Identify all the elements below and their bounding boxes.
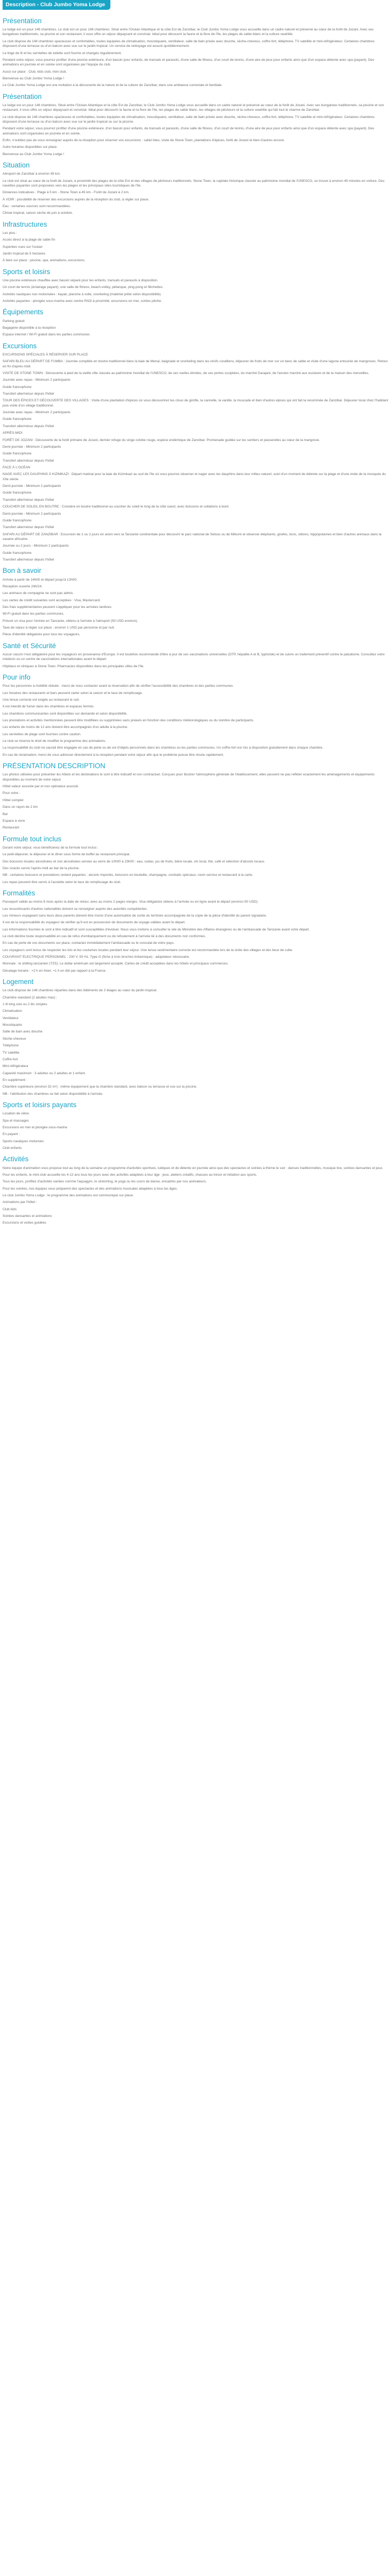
paragraph: Les voyageurs sont tenus de respecter les lois et les coutumes locales pendant leur séjour. Une tenue vestimentaire correcte est recommandée lors de la visite des villages et des lieux de culte. xyxy=(3,948,293,952)
paragraph: Transfert aller/retour depuis l'hôtel xyxy=(3,558,54,562)
paragraph: Superbes vues sur l'océan xyxy=(3,245,43,249)
paragraph: Pour les soirées, nos équipes vous préparent des spectacles et des animations musicales adaptées à tous les âges. xyxy=(3,1187,178,1191)
paragraph: FACE À L'OCÉAN xyxy=(3,465,30,469)
paragraph: Un court de tennis (éclairage payant), une salle de fitness, beach-volley, pétanque, ping-pong et fléchettes. xyxy=(3,285,164,290)
paragraph: Climatisation xyxy=(3,1009,22,1013)
paragraph: Demi-journée - Minimum 2 participants xyxy=(3,512,61,516)
paragraph: NAGE AVEC LES DAUPHINS À KIZIMKAZI : Départ matinal pour la baie de Kizimkazi au sud de l'île où vous pourrez observer et nager avec les dauphins dans leur milieu naturel, suivi d'un moment de détente sur la plage et d'une visite de la mosquée du XIIe siècle. xyxy=(3,472,386,481)
paragraph: Excursions et visites guidées xyxy=(3,1221,46,1225)
paragraph: Des snacks servis l'après-midi au bar de la piscine. xyxy=(3,866,80,870)
paragraph: Salle de bain avec douche xyxy=(3,1030,43,1034)
paragraph: TOUR DES ÉPICES ET DÉCOUVERTE DES VILLAGES : Visite d'une plantation d'épices où vous découvrirez les clous de girofle, la cannelle, la vanille, la muscade et bien d'autres épices qui ont fait la renommée de Zanzibar. Déjeuner local chez l'habitant puis visite d'un village traditionnel. xyxy=(3,399,388,408)
paragraph: Guide francophone xyxy=(3,551,32,555)
paragraph: APRÈS-MIDI xyxy=(3,431,23,435)
section-title: Pour info xyxy=(3,673,31,682)
paragraph: Sports nautiques motorisés xyxy=(3,1139,44,1143)
paragraph: Taxe de séjour à régler sur place : environ 1 USD par personne et par nuit. xyxy=(3,626,115,630)
paragraph: Soirées dansantes et animations xyxy=(3,1214,52,1218)
section-description xyxy=(3,762,388,830)
paragraph: Passeport valide au moins 6 mois après la date de retour, avec au moins 2 pages vierges. Visa obligatoire obtenu à l'arrivée ou en ligne avant le départ (environ 50 USD). xyxy=(3,900,258,904)
section-sports-2 xyxy=(3,1101,388,1150)
paragraph: Monnaie : le shilling tanzanien (TZS). Le dollar américain est largement accepté. Cartes de crédit acceptées dans les hôtels et principaux commerces. xyxy=(3,962,229,966)
paragraph: Pour les enfants, le mini-club accueille les 4-12 ans tous les jours avec des activités adaptées à leur âge : jeux, ateliers créatifs, chasses au trésor et initiation aux sports. xyxy=(3,1173,257,1177)
paragraph: Transfert aller/retour depuis l'hôtel xyxy=(3,526,54,530)
paragraph: À VOIR : possibilité de réserver des excursions auprès de la réception du club, à régler sur place. xyxy=(3,197,150,201)
paragraph: Spa et massages xyxy=(3,1118,29,1123)
paragraph: Le lodge est un pour 148 chambres. Le club est un pour 148 chambres. Situé entre l'Océan Atlantique et la côte Est de Zanzibar, le Club Jumbo Yoma Lodge vous accueille dans un cadre naturel et préservé au cœur de la forêt de Jozani. Avec ses bungalows traditionnels, sa piscine et son restaurant, il vous offre un séjour dépaysant et convivial. Idéal pour découvrir la faune et la flore de l'île, les plages de sable blanc et la culture swahilie. xyxy=(3,28,374,37)
paragraph: Parking gratuit xyxy=(3,319,25,323)
paragraph: NB : l'attribution des chambres se fait selon disponibilité à l'arrivée. xyxy=(3,1092,103,1096)
section-title: Sports et loisirs xyxy=(3,267,51,276)
section-title: Excursions xyxy=(3,342,37,350)
paragraph: Bienvenue au Club Jumbo Yoma Lodge ! xyxy=(3,152,64,156)
section-activites xyxy=(3,1155,388,1225)
paragraph: Autre horaires disponibles sur place. xyxy=(3,145,58,149)
paragraph: Il est interdit de fumer dans les chambres et espaces fermés. xyxy=(3,705,95,709)
paragraph: Pendant votre séjour, vous pourrez profiter d'une piscine extérieure, d'un bassin pour enfants, de transats et parasols, d'une salle de fitness, d'un court de tennis, d'une aire de jeux pour enfants ainsi que d'un espace détente avec spa (payant). Des animations en journée et en soirée sont organisées par l'équipe du club. xyxy=(3,58,374,67)
paragraph: Des boissons locales alcoolisées et non alcoolisées servies au verre de 10h00 à 23h00 : eau, sodas, jus de fruits, bière locale, vin local, thé, café et sélection d'alcools locaux. xyxy=(3,859,265,863)
paragraph: Tous les jours, profitez d'activités variées comme l'aquagym, le stretching, le yoga ou les cours de danse, encadrés par nos animateurs. xyxy=(3,1180,207,1184)
section-presentation-2 xyxy=(3,93,388,157)
paragraph: Jardin tropical de 5 hectares xyxy=(3,252,45,256)
paragraph: Activités nautiques non motorisées : kayak, planche à voile, snorkeling (matériel prêté selon disponibilité). xyxy=(3,292,162,296)
paragraph: Les informations fournies le sont à titre indicatif et sont susceptibles d'évoluer. Nous vous invitons à consulter le site du Ministère des Affaires étrangères ou de l'ambassade de Tanzanie avant votre départ. xyxy=(3,927,310,931)
paragraph: Le club dispose de 148 chambres spacieuses et confortables, toutes équipées de climatisation, moustiquaire, ventilateur, salle de bain privée avec douche, sèche-cheveux, coffre-fort, téléphone, TV satellite et mini-réfrigérateur. Certaines chambres disposent d'une terrasse ou d'un balcon avec vue sur le jardin tropical. Un service de nettoyage est assuré quotidiennement. xyxy=(3,39,375,48)
paragraph: Journée avec repas - Minimum 2 participants xyxy=(3,411,71,415)
paragraph: Activités payantes : plongée sous-marine avec centre PADI à proximité, excursions en mer, sorties pêche. xyxy=(3,299,162,303)
paragraph: Les prestations et activités mentionnées peuvent être modifiées ou supprimées sans préavis en fonction des conditions météorologiques ou du nombre de participants. xyxy=(3,719,254,723)
paragraph: Une tenue correcte est exigée au restaurant le soir. xyxy=(3,698,80,702)
paragraph: Guide francophone xyxy=(3,385,32,389)
paragraph: En supplément : xyxy=(3,1078,27,1082)
paragraph: Espace internet / Wi-Fi gratuit dans les parties communes xyxy=(3,333,90,337)
paragraph: Pour les personnes à mobilité réduite : merci de nous contacter avant la réservation afin de vérifier l'accessibilité des chambres et des parties communes. xyxy=(3,684,234,688)
paragraph: Demi-journée - Minimum 2 participants xyxy=(3,484,61,488)
paragraph: Notre équipe d'animation vous propose tout au long de la semaine un programme d'activités sportives, ludiques et de détente en journée ainsi que des spectacles et soirées à thème le soir : danses traditionnelles, musique live, soirées dansantes et jeux. xyxy=(3,1166,383,1170)
paragraph: Enfin, n'oubliez pas de vous renseigner auprès de la réception pour réserver vos excursions : safari bleu, visite de Stone Town, plantations d'épices, forêt de Jozani et bien d'autres encore. xyxy=(3,139,285,143)
paragraph: Guide francophone xyxy=(3,417,32,421)
section-title: Équipements xyxy=(3,308,43,316)
section-title: PRÉSENTATION DESCRIPTION xyxy=(3,762,106,770)
paragraph: Location de vélos xyxy=(3,1112,29,1116)
section-pour-info xyxy=(3,673,388,757)
paragraph: SAFARI AU DÉPART DE ZANZIBAR : Excursion de 1 ou 2 jours en avion vers la Tanzanie continentale pour découvrir le parc national de Selous ou de Mikumi et observer éléphants, girafes, lions, zèbres, hippopotames et bien d'autres animaux dans la savane africaine. xyxy=(3,532,382,541)
section-title: Présentation xyxy=(3,92,42,100)
paragraph: Les ressortissants d'autres nationalités doivent se renseigner auprès des autorités compétentes. xyxy=(3,907,148,911)
paragraph: Capacité maximum : 3 adultes ou 2 adultes et 1 enfant. xyxy=(3,1071,86,1075)
section-formule xyxy=(3,835,388,885)
section-facilities xyxy=(3,221,388,263)
paragraph: Chambre standard (2 adultes max) : xyxy=(3,995,57,999)
paragraph: Eau : certaines sources sont recommandées. xyxy=(3,205,71,209)
paragraph: Une piscine extérieure chauffée avec bassin séparé pour les enfants, transats et parasols à disposition. xyxy=(3,278,158,282)
paragraph: Les enfants de moins de 12 ans doivent être accompagnés d'un adulte à la piscine. xyxy=(3,725,128,730)
paragraph: Les plus : xyxy=(3,231,18,235)
paragraph: À faire sur place : piscine, spa, animations, excursions. xyxy=(3,259,86,263)
section-title: Formalités xyxy=(3,889,36,897)
paragraph: VISITE DE STONE TOWN : Découverte à pied de la vieille ville classée au patrimoine mondial de l'UNESCO, de ses ruelles étroites, de ses portes sculptées, du marché Darajani, de l'ancien marché aux esclaves et de la maison des merveilles. xyxy=(3,371,369,375)
paragraph: Aéroport de Zanzibar à environ 45 km. xyxy=(3,172,61,176)
paragraph: Les horaires des restaurants et bars peuvent varier selon la saison et le taux de remplissage. xyxy=(3,691,143,695)
paragraph: Pièce d'identité obligatoire pour tous les voyageurs. xyxy=(3,633,80,637)
paragraph: Bienvenue au Club Jumbo Yoma Lodge ! xyxy=(3,76,64,80)
paragraph: Arrivée à partir de 14h00 et départ jusqu'à 12h00. xyxy=(3,578,77,582)
paragraph: Coffre-fort xyxy=(3,1057,18,1061)
paragraph: En cas de perte de vos documents sur place, contactez immédiatement l'ambassade ou le consulat de votre pays. xyxy=(3,941,175,945)
paragraph: Téléphone xyxy=(3,1044,19,1048)
paragraph: Accès direct à la plage de sable fin xyxy=(3,238,55,242)
section-title: Infrastructures xyxy=(3,220,47,228)
paragraph: EXCURSIONS SPÉCIALES À RÉSERVER SUR PLACE xyxy=(3,352,88,357)
section-title: Logement xyxy=(3,978,34,986)
paragraph: Pendant votre séjour, vous pourrez profiter d'une piscine extérieure, d'un bassin pour enfants, de transats et parasols, d'une salle de fitness, d'un court de tennis, d'une aire de jeux pour enfants ainsi que d'un espace détente avec spa (payant). Des animations sont organisées en journée et en soirée. xyxy=(3,127,374,135)
paragraph: Bagagerie disponible à la réception xyxy=(3,326,56,330)
paragraph: Aussi sur place : Club, kids club, mini club. xyxy=(3,70,67,74)
section-health xyxy=(3,642,388,669)
paragraph: Décalage horaire : +2 h en hiver, +1 h en été par rapport à la France. xyxy=(3,969,107,973)
paragraph: Le club dispose de 148 chambres spacieuses et confortables, toutes équipées de climatisation, moustiquaire, ventilateur, salle de bain privée avec douche, sèche-cheveux, coffre-fort, téléphone, TV satellite et mini-réfrigérateur. Certaines chambres disposent d'une terrasse ou d'un balcon avec vue sur le jardin tropical ou sur la piscine. xyxy=(3,115,375,124)
paragraph: Distances indicatives : Plage à 5 km - Stone Town à 45 km - Forêt de Jozani à 2 km. xyxy=(3,191,129,195)
section-location xyxy=(3,161,388,216)
paragraph: Hôtel valeur assurée par et non opérateur associé. xyxy=(3,785,79,789)
paragraph: Journée ou 2 jours - Minimum 2 participants xyxy=(3,544,69,548)
paragraph: TV satellite xyxy=(3,1050,20,1055)
paragraph: Bar xyxy=(3,812,8,816)
paragraph: Le club est situé au cœur de la forêt de Jozani, à proximité des plages de la côte Est et des villages de pêcheurs traditionnels. Stone Town, la capitale historique classée au patrimoine mondial de l'UNESCO, se trouve à environ 45 minutes en voiture. Des navettes payantes sont proposées vers les plages et les principaux sites touristiques de l'île. xyxy=(3,179,385,188)
paragraph: Animations par l'hôtel : xyxy=(3,1200,37,1205)
paragraph: Excursions en mer et plongée sous-marine xyxy=(3,1125,68,1129)
paragraph: Il est de la responsabilité du voyageur de vérifier qu'il est en possession de documents de voyage valides avant le départ. xyxy=(3,921,186,925)
paragraph: NB : certaines boissons et prestations restent payantes : alcools importés, boissons en bouteille, champagne, cocktails spéciaux, room service et restaurant à la carte. xyxy=(3,873,253,877)
paragraph: Les photos utilisées pour présenter les hôtels et les destinations le sont à titre indicatif et non contractuel. Conçues pour illustrer l'atmosphère générale de l'établissement, elles peuvent ne pas refléter exactement les aménagements et équipements disponibles au moment de votre séjour. xyxy=(3,773,374,782)
content xyxy=(3,17,388,1226)
paragraph: Transfert aller/retour depuis l'hôtel xyxy=(3,392,54,396)
paragraph: Transfert aller/retour depuis l'hôtel xyxy=(3,498,54,502)
section-title: Formule tout inclus xyxy=(3,835,62,843)
paragraph: Les cartes de crédit suivantes sont acceptées : Visa, Mastercard. xyxy=(3,598,101,602)
paragraph: Journée avec repas - Minimum 2 participants xyxy=(3,378,71,382)
paragraph: Réception ouverte 24h/24. xyxy=(3,584,43,588)
page-header-tab: Description - Club Jumbo Yoma Lodge xyxy=(3,0,110,10)
paragraph: Wi-Fi gratuit dans les parties communes. xyxy=(3,612,64,616)
paragraph: COUVRANT ÉLECTRIQUE PERSONNEL : 230 V, 50 Hz. Type G (fiche à trois broches britannique) : adaptateur nécessaire. xyxy=(3,955,190,959)
paragraph: Les animaux de compagnie ne sont pas admis. xyxy=(3,591,74,596)
paragraph: Les chambres communicantes sont disponibles sur demande et selon disponibilité. xyxy=(3,711,127,716)
section-excursions xyxy=(3,342,388,563)
section-title: Bon à savoir xyxy=(3,567,42,575)
section-title: Santé et Sécurité xyxy=(3,641,56,650)
paragraph: En payant : xyxy=(3,1132,20,1137)
paragraph: Le club décline toute responsabilité en cas de refus d'embarquement ou de refoulement à l'arrivée lié à des documents non conformes. xyxy=(3,934,206,938)
paragraph: Hôtel complet xyxy=(3,798,24,802)
paragraph: Des frais supplémentaires peuvent s'appliquer pour les arrivées tardives. xyxy=(3,605,112,609)
section-sports xyxy=(3,268,388,304)
paragraph: Aucun vaccin n'est obligatoire pour les voyageurs en provenance d'Europe. Il est toutefois recommandé d'être à jour de ses vaccinations universelles (DTP, hépatite A et B, typhoïde) et de suivre un traitement préventif contre le paludisme. Consultez votre médecin ou un centre de vaccinations internationales avant le départ. xyxy=(3,652,385,662)
section-logement xyxy=(3,978,388,1096)
section-good-to-know xyxy=(3,567,388,637)
section-title: Présentation xyxy=(3,16,42,25)
paragraph: Le club Jumbo Yoma Lodge : le programme des animations est communiqué sur place. xyxy=(3,1194,134,1198)
section-title: Sports et loisirs payants xyxy=(3,1101,77,1109)
paragraph: Restaurant xyxy=(3,826,20,830)
paragraph: COUCHER DE SOLEIL EN BOUTRE : Croisière en boutre traditionnel au coucher du soleil le long de la côte ouest, avec boissons et collations à bord. xyxy=(3,505,230,509)
paragraph: Espace à vivre xyxy=(3,819,25,823)
paragraph: Club enfants xyxy=(3,1146,22,1150)
paragraph: Climat tropical, saison sèche de juin à octobre. xyxy=(3,211,73,215)
paragraph: Demi-journée - Minimum 2 participants xyxy=(3,445,61,449)
paragraph: En cas de réclamation, merci de vous adresser directement à la réception pendant votre séjour afin que le problème puisse être résolu rapidement. xyxy=(3,753,224,757)
paragraph: Le club dispose de 148 chambres réparties dans des bâtiments de 2 étages au cœur du jardin tropical. xyxy=(3,989,157,993)
paragraph: Chambre supérieure (environ 32 m²) : même équipement que la chambre standard, avec balcon ou terrasse et vue sur la piscine. xyxy=(3,1085,198,1089)
page xyxy=(0,0,391,1238)
paragraph: Le petit-déjeuner, le déjeuner et le dîner sous forme de buffet au restaurant principal. xyxy=(3,853,131,857)
paragraph: Les mineurs voyageant sans leurs deux parents doivent être munis d'une autorisation de sortie du territoire accompagnée de la copie de la pièce d'identité du parent signataire. xyxy=(3,913,267,918)
paragraph: Le linge de lit et les serviettes de toilette sont fournis et changés régulièrement. xyxy=(3,51,122,55)
paragraph: Le lodge est un pour 148 chambres. Situé entre l'Océan Atlantique et la côte Est de Zanzibar, le Club Jumbo Yoma Lodge vous accueille dans un cadre naturel et préservé au cœur de la forêt de Jozani. Avec ses bungalows traditionnels, sa piscine et son restaurant, il vous offre un séjour dépaysant et convivial. Idéal pour découvrir la faune et la flore de l'île, les plages de sable blanc, les villages de pêcheurs et la culture swahilie qui fait tout le charme de Zanzibar. xyxy=(3,103,384,112)
paragraph: Transfert aller/retour depuis l'hôtel xyxy=(3,424,54,428)
paragraph: Dans un rayon de 2 km xyxy=(3,805,38,809)
paragraph: Prévoir un visa pour l'entrée en Tanzanie, obtenu à l'arrivée à l'aéroport (50 USD environ). xyxy=(3,619,138,623)
section-formalites xyxy=(3,889,388,973)
paragraph: Le Club Jumbo Yoma Lodge est une invitation à la découverte de la nature et de la culture de Zanzibar, dans une ambiance conviviale et familiale. xyxy=(3,83,223,88)
paragraph: Les repas peuvent être servis à l'assiette selon le taux de remplissage du club. xyxy=(3,880,121,884)
section-equipment xyxy=(3,308,388,337)
paragraph: Les serviettes de plage sont fournies contre caution. xyxy=(3,732,82,736)
paragraph: Transfert aller/retour depuis l'hôtel xyxy=(3,459,54,463)
paragraph: Guide francophone xyxy=(3,491,32,495)
paragraph: Pour votre : xyxy=(3,791,21,795)
paragraph: Durant votre séjour, vous bénéficierez de la formule tout inclus : xyxy=(3,845,99,850)
paragraph: Guide francophone xyxy=(3,452,32,456)
paragraph: SAFARI BLEU AU DÉPART DE FUMBA : Journée complète en boutre traditionnel dans la baie de Menai, baignade et snorkeling dans les récifs coralliens, déjeuner de fruits de mer sur un banc de sable et visite d'une lagune entourée de mangroves. Retour en fin d'après-midi. xyxy=(3,360,388,368)
paragraph: 1 lit king size ou 2 lits simples xyxy=(3,1003,47,1007)
paragraph: Ventilateur xyxy=(3,1016,19,1020)
paragraph: La responsabilité du club ne saurait être engagée en cas de perte ou de vol d'objets personnels dans les chambres ou les parties communes. Un coffre-fort est mis à disposition gratuitement dans chaque chambre. xyxy=(3,746,323,750)
paragraph: Moustiquaire xyxy=(3,1023,22,1027)
paragraph: Mini-réfrigérateur xyxy=(3,1064,29,1069)
section-title: Activités xyxy=(3,1155,29,1163)
section-title: Situation xyxy=(3,161,30,170)
paragraph: Sèche-cheveux xyxy=(3,1037,26,1041)
paragraph: Club kids xyxy=(3,1207,17,1211)
paragraph: Hôpitaux et cliniques à Stone Town. Pharmacies disponibles dans les principales villes de l'île. xyxy=(3,664,144,668)
paragraph: Guide francophone xyxy=(3,518,32,522)
paragraph: Le club se réserve le droit de modifier le programme des animations. xyxy=(3,739,106,743)
paragraph: FORÊT DE JOZANI : Découverte de la forêt primaire de Jozani, dernier refuge du singe colobe rouge, espèce endémique de Zanzibar. Promenade guidée sur les sentiers et passerelles au cœur de la mangrove. xyxy=(3,438,320,442)
section-presentation-1 xyxy=(3,17,388,88)
